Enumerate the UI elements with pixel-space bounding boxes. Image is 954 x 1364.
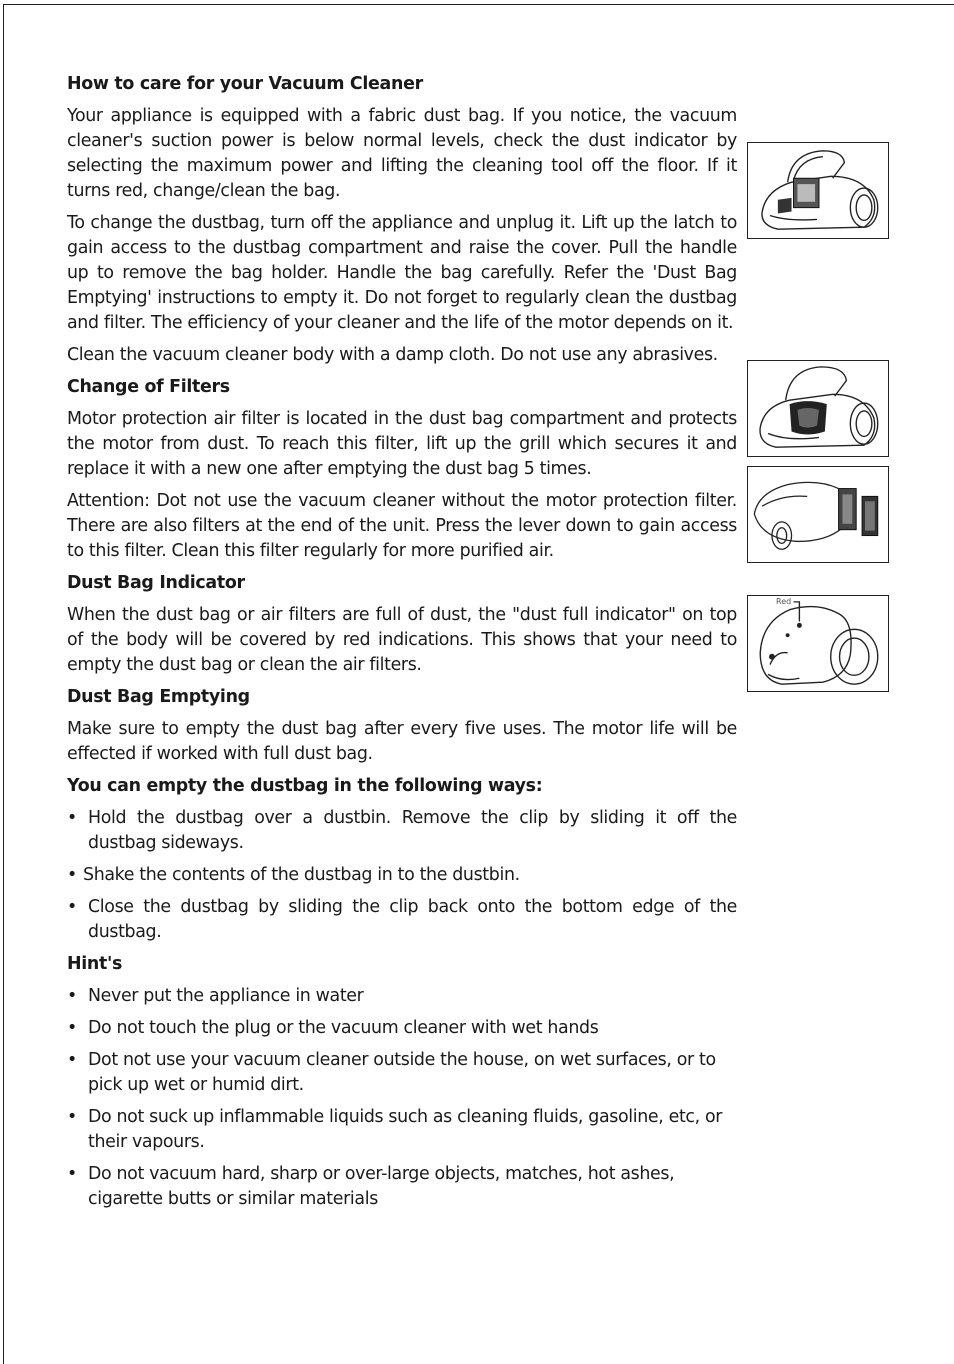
list-item: • Close the dustbag by sliding the clip back onto the bottom edge of the dustbag. <box>67 897 737 942</box>
list-item: • Never put the appliance in water <box>67 984 737 1009</box>
emptying-ways-list <box>67 806 737 945</box>
hints-heading: Hint's <box>67 954 123 974</box>
list-item: • Do not vacuum hard, sharp or over-large objects, matches, hot ashes, cigarette butts or similar materials <box>67 1164 675 1209</box>
figure-dust-indicator <box>747 595 889 692</box>
filters-paragraph-1: Motor protection air filter is located in the dust bag compartment and protects the motor from dust. To reach this filter, lift up the grill which secures it and replace it with a new one after emptying the dust bag 5 times. <box>67 409 737 479</box>
figure-open-bag-compartment <box>747 142 889 239</box>
indicator-paragraph: When the dust bag or air filters are full of dust, the "dust full indicator" on top of the body will be covered by red indications. This shows that your need to empty the dust bag or clean the air filters. <box>67 605 737 675</box>
vacuum-rear-filter-icon <box>748 467 888 562</box>
indicator-heading: Dust Bag Indicator <box>67 573 245 593</box>
bullet-icon: • <box>67 986 77 1006</box>
document-body <box>67 72 737 1219</box>
hints-list <box>67 984 737 1212</box>
figure-filter-compartment <box>747 360 889 457</box>
vacuum-open-lid-icon <box>748 143 888 238</box>
vacuum-compartment-icon <box>748 361 888 456</box>
list-item: • Do not suck up inflammable liquids such as cleaning fluids, gasoline, etc, or their vapours. <box>67 1107 723 1152</box>
list-item: • Dot not use your vacuum cleaner outside the house, on wet surfaces, or to pick up wet or humid dirt. <box>67 1050 716 1095</box>
care-paragraph-3: Clean the vacuum cleaner body with a damp cloth. Do not use any abrasives. <box>67 345 718 365</box>
emptying-heading: Dust Bag Emptying <box>67 687 250 707</box>
figure-rear-filters <box>747 466 889 563</box>
filters-paragraph-2: Attention: Dot not use the vacuum cleaner without the motor protection filter. There are also filters at the end of the unit. Press the lever down to gain access to this filter. Clean this filter regularly for more purified air. <box>67 491 737 561</box>
bullet-icon: • <box>67 808 77 828</box>
list-item: • Shake the contents of the dustbag in to the dustbin. <box>67 863 737 888</box>
vacuum-indicator-icon <box>748 596 888 691</box>
list-item: • Do not touch the plug or the vacuum cleaner with wet hands <box>67 1016 737 1041</box>
emptying-ways-heading: You can empty the dustbag in the following ways: <box>67 776 543 796</box>
bullet-icon: • <box>67 1050 77 1070</box>
care-paragraph-2: To change the dustbag, turn off the appliance and unplug it. Lift up the latch to gain access to the dustbag compartment and raise the cover. Pull the handle up to remove the bag holder. Handle the bag carefully. Refer the 'Dust Bag Emptying' instructions to empty it. Do not forget to regularly clean the dustbag and filter. The efficiency of your cleaner and the life of the motor depends on it. <box>67 213 737 333</box>
list-item: • Hold the dustbag over a dustbin. Remove the clip by sliding it off the dustbag sideways. <box>67 808 737 853</box>
bullet-icon: • <box>67 1164 77 1184</box>
indicator-red-label: Red <box>776 597 792 606</box>
bullet-icon: • <box>67 1107 77 1127</box>
bullet-icon: • <box>67 897 77 917</box>
bullet-icon: • <box>67 865 77 885</box>
bullet-icon: • <box>67 1018 77 1038</box>
emptying-paragraph: Make sure to empty the dust bag after every five uses. The motor life will be effected if worked with full dust bag. <box>67 719 737 764</box>
filters-heading: Change of Filters <box>67 377 230 397</box>
care-paragraph-1: Your appliance is equipped with a fabric dust bag. If you notice, the vacuum cleaner's suction power is below normal levels, check the dust indicator by selecting the maximum power and lifting the cleaning tool off the floor. If it turns red, change/clean the bag. <box>67 106 737 201</box>
care-heading: How to care for your Vacuum Cleaner <box>67 74 423 94</box>
